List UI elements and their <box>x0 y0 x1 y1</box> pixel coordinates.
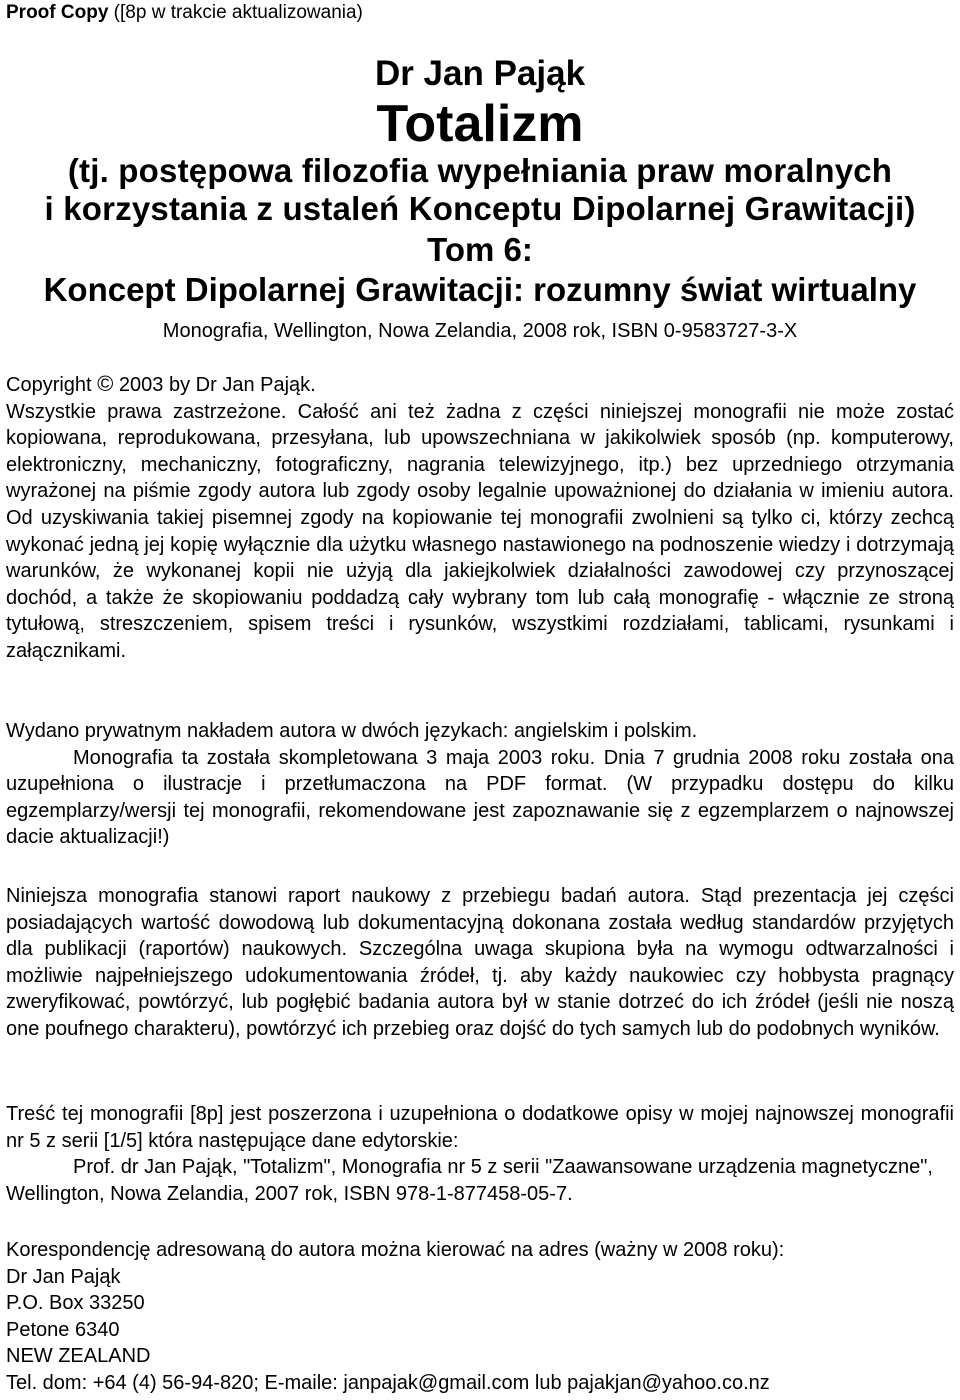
tome-title: Koncept Dipolarnej Grawitacji: rozumny świat wirtualny <box>43 271 917 308</box>
proof-note: ([8p w trakcie aktualizowania) <box>113 2 363 23</box>
contact-box: P.O. Box 33250 <box>6 1292 145 1315</box>
report-paragraph: Niniejsza monografia stanowi raport naukowy z przebiegu badań autora. Stąd prezentacja jej części posiadających wartość dowodową lub dokumentacyjną dokonana została według standardów przyjętych dla publikacji (raportów) naukowych. Szczególna uwaga skupiona była na wymogu odtwarzalności i możliwie najpełniejszego udokumentowania źródeł, tj. aby każdy naukowiec czy hobbysta pragnący zweryfikować, powtórzyć, lub pogłębić badania autora był w stanie dotrzeć do ich źródeł (jeśli nie noszą one poufnego charakteru), powtórzyć ich przebieg oraz dojść do tych samych lub do podobnych wyników. <box>6 885 954 1040</box>
contact-country: NEW ZEALAND <box>6 1345 151 1368</box>
publication-info: Monografia, Wellington, Nowa Zelandia, 2008 rok, ISBN 0-9583727-3-X <box>162 320 798 342</box>
contact-city: Petone 6340 <box>6 1318 120 1341</box>
subtitle-line-1: (tj. postępowa filozofia wypełniania praw moralnych <box>67 152 893 189</box>
content-section <box>6 1101 954 1207</box>
publication-section <box>6 718 954 851</box>
subtitle-line-2: i korzystania z ustaleń Konceptu Dipolarnej Grawitacji) <box>44 190 916 227</box>
contact-section <box>6 1237 954 1397</box>
publication-paragraph: Monografia ta została skompletowana 3 maja 2003 roku. Dnia 7 grudnia 2008 roku została ona uzupełniona o ilustracje i przetłumaczona na PDF format. (W przypadku dostępu do kilku egzemplarzy/wersji tej monografii, rekomendowane jest zapoznawanie się z egzemplarzem o najnowszej dacie aktualizacji!) <box>6 746 954 849</box>
author-name: Dr Jan Pająk <box>374 54 586 93</box>
proof-header <box>6 0 363 26</box>
rights-paragraph: Wszystkie prawa zastrzeżone. Całość ani też żadna z części niniejszej monografii nie może zostać kopiowana, reprodukowana, przesyłana, lub upowszechniana w jakikolwiek sposób (np. komputerowy, elektroniczny, mechaniczny, fotograficzny, nagrania telewizyjnego, itp.) bez uprzedniego otrzymania wyrażonej na piśmie zgody autora lub zgody osoby legalnie upoważnionej do działania w imieniu autora. Od uzyskiwania takiej pisemnej zgody na kopiowanie tej monografii zwolnieni są tylko ci, którzy zechcą wykonać jedną jej kopię wyłącznie dla użytku własnego nastawionego na podnoszenie wiedzy i dotrzymają warunków, że wykonanej kopii nie użyją dla jakiejkolwiek działalności zawodowej czy przynoszącej dochód, a także że skopiowaniu poddadzą cały wybrany tom lub całą monografię - włącznie ze stroną tytułową, streszczeniem, spisem treści i rysunków, wszystkimi rozdziałami, tablicami, rysunkami i załącznikami. <box>6 400 954 662</box>
contact-intro: Korespondencję adresowaną do autora można kierować na adres (ważny w 2008 roku): <box>6 1239 785 1261</box>
contact-name: Dr Jan Pająk <box>6 1265 121 1288</box>
title-block <box>0 52 960 309</box>
report-section <box>6 883 954 1043</box>
publication-line: Wydano prywatnym nakładem autora w dwóch językach: angielskim i polskim. <box>6 720 698 742</box>
content-paragraph: Treść tej monografii [8p] jest poszerzona i uzupełniona o dodatkowe opisy w mojej najnowszej monografii nr 5 z serii [1/5] która następujące dane edytorskie: <box>6 1103 954 1152</box>
copyright-section <box>6 371 954 665</box>
copyright-line: Copyright © 2003 by Dr Jan Pająk. <box>6 371 316 396</box>
citation-paragraph: Prof. dr Jan Pająk, "Totalizm", Monografia nr 5 z serii "Zaawansowane urządzenia magnetyczne", Wellington, Nowa Zelandia, 2007 rok, ISBN 978-1-877458-05-7. <box>6 1156 933 1205</box>
main-title: Totalizm <box>376 95 584 153</box>
proof-label: Proof Copy <box>6 2 109 23</box>
tome-number: Tom 6: <box>427 231 533 268</box>
copyright-symbol-icon: © <box>97 371 114 396</box>
contact-phone-email: Tel. dom: +64 (4) 56-94-820; E-maile: janpajak@gmail.com lub pajakjan@yahoo.co.nz <box>6 1371 770 1394</box>
